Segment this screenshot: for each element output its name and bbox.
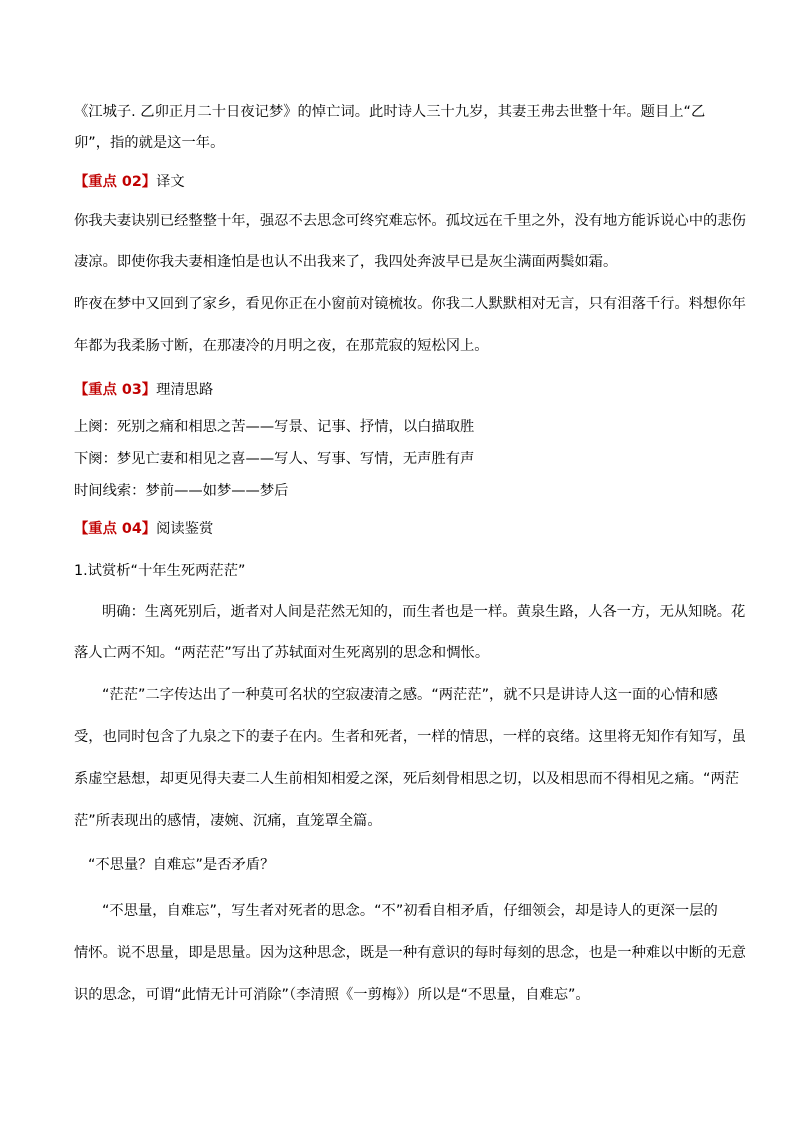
section-title: 阅读鉴赏: [156, 521, 214, 537]
outline-lower: 下阕：梦见亡妻和相见之喜——写人、写事、写情，无声胜有声: [74, 451, 475, 467]
outline-timeline: 时间线索：梦前——如梦——梦后: [74, 483, 289, 499]
section-heading-04: [74, 514, 724, 545]
section-tag: 【重点 04】: [74, 521, 157, 537]
section-tag: 【重点 03】: [74, 382, 157, 398]
section-heading-03: [74, 375, 724, 406]
answer-1-line-2: 落人亡两不知。“两茫茫”写出了苏轼面对生死离别的思念和惆怅。: [74, 645, 490, 661]
answer-3-line-1: “不思量，自难忘”，写生者对死者的思念。“不”初看自相矛盾，仔细领会，却是诗人的更深一层的: [102, 903, 718, 919]
section-title: 理清思路: [156, 382, 214, 398]
answer-2-line-3: 系虚空悬想，却更见得夫妻二人生前相知相爱之深，死后刻骨相思之切，以及相思而不得相见之痛。“两茫: [74, 771, 740, 787]
answer-2-line-4: 茫”所表现出的感情，凄婉、沉痛，直笼罩全篇。: [74, 813, 382, 829]
intro-line-1: 《江城子. 乙卯正月二十日夜记梦》的悼亡词。此时诗人三十九岁，其妻王弗去世整十年。题目上“乙: [74, 104, 706, 120]
question-1: 1.试赏析“十年生死两茫茫”: [74, 563, 246, 579]
answer-2-line-1: “茫茫”二字传达出了一种莫可名状的空寂凄清之感。“两茫茫”，就不只是讲诗人这一面的心情和感: [102, 687, 718, 703]
question-2: “不思量？自难忘”是否矛盾？: [88, 857, 275, 873]
outline-upper: 上阕：死别之痛和相思之苦——写景、记事、抒情，以白描取胜: [74, 419, 475, 435]
translation-p2-line-1: 昨夜在梦中又回到了家乡，看见你正在小窗前对镜梳妆。你我二人默默相对无言，只有泪落千行。料想你年: [74, 296, 746, 312]
answer-3-line-2: 情怀。说不思量，即是思量。因为这种思念，既是一种有意识的每时每刻的思念，也是一种难以中断的无意: [74, 945, 746, 961]
section-title: 译文: [156, 174, 185, 190]
section-heading-02: [74, 167, 724, 198]
intro-line-2: 卯”，指的就是这一年。: [74, 135, 225, 151]
answer-3-line-3: 识的思念，可谓“此情无计可消除”（李清照《一剪梅》）所以是“不思量，自难忘”。: [74, 987, 590, 1003]
section-tag: 【重点 02】: [74, 174, 157, 190]
answer-2-line-2: 受，也同时包含了九泉之下的妻子在内。生者和死者，一样的情思，一样的哀绪。这里将无知作有知写，虽: [74, 729, 746, 745]
answer-1-line-1: 明确：生离死别后，逝者对人间是茫然无知的，而生者也是一样。黄泉生路，人各一方，无从知晓。花: [102, 604, 746, 620]
translation-p1-line-1: 你我夫妻诀别已经整整十年，强忍不去思念可终究难忘怀。孤坟远在千里之外，没有地方能诉说心中的悲伤: [74, 213, 746, 229]
translation-p2-line-2: 年都为我柔肠寸断，在那凄冷的月明之夜，在那荒寂的短松冈上。: [74, 338, 489, 354]
translation-p1-line-2: 凄凉。即使你我夫妻相逢怕是也认不出我来了，我四处奔波早已是灰尘满面两鬓如霜。: [74, 254, 618, 270]
